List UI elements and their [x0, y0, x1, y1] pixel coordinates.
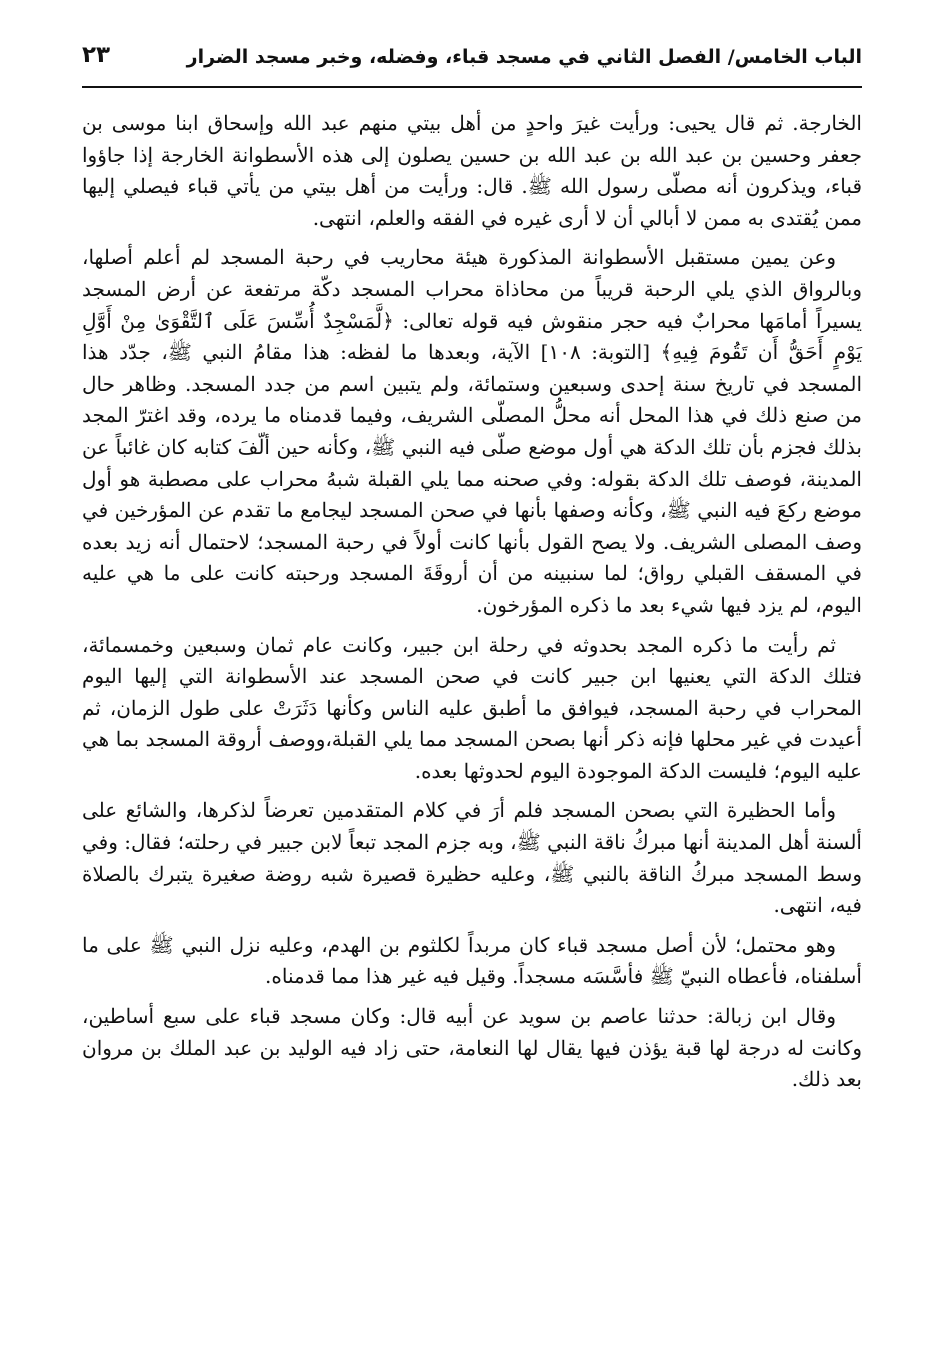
header-rule	[82, 86, 862, 88]
paragraph-2: وعن يمين مستقبل الأسطوانة المذكورة هيئة محاريب في رحبة المسجد لم أعلم أصلها، وبالرواق الذي يلي الرحبة قريباً من محاذاة محراب المسجد دكّة مرتفعة عن أرض المسجد يسيراً أمامَها محرابٌ فيه حجر منقوش فيه قوله تعالى: ﴿لَّمَسْجِدٌ أُسِّسَ عَلَى ٱلتَّقْوَىٰ مِنْ أَوَّلِ يَوْمٍ أَحَقُّ أَن تَقُومَ فِيهِ﴾ [التوبة: ١٠٨] الآية، وبعدها ما لفظه: هذا مقامُ النبي ﷺ، جدّد هذا المسجد في تاريخ سنة إحدى وسبعين وستمائة، ولم يتبين اسم من جدد المسجد. وظاهر حال من صنع ذلك في هذا المحل أنه محلُّ المصلّى الشريف، وفيما قدمناه ما يرده، وقد اغترّ المجد بذلك فجزم بأن تلك الدكة هي أول موضع صلّى فيه النبي ﷺ، وكأنه حين ألّفَ كتابه كان غائباً عن المدينة، فوصف تلك الدكة بقوله: وفي صحنه مما يلي القبلة شبهُ محراب على مصطبة هو أول موضع ركعَ فيه النبي ﷺ، وكأنه وصفها بأنها في صحن المسجد ليجامع ما تقدم عن المؤرخين في وصف المصلى الشريف. ولا يصح القول بأنها كانت أولاً في رحبة المسجد؛ لاحتمال أنه زيد بعده في المسقف القبلي رواق؛ لما سنبينه من أن أروقَةَ المسجد ورحبته كانت على ما هي عليه اليوم، لم يزد فيها شيء بعد ما ذكره المؤرخون.	[82, 245, 862, 617]
paragraph-5: وهو محتمل؛ لأن أصل مسجد قباء كان مربداً لكلثوم بن الهدم، وعليه نزل النبي ﷺ على ما أسلفناه، فأعطاه النبيّ ﷺ فأسَّسَه مسجداً. وقيل فيه غير هذا مما قدمناه.	[82, 932, 862, 989]
running-title: الباب الخامس/ الفصل الثاني في مسجد قباء، وفضله، وخبر مسجد الضرار	[186, 46, 862, 68]
paragraph-1: الخارجة. ثم قال يحيى: ورأيت غيرَ واحدٍ من أهل بيتي منهم عبد الله وإسحاق ابنا موسى بن جعفر وحسين بن عبد الله بن عبد الله بن حسين يصلون إلى هذه الأسطوانة الخارجة إذا جاؤوا قباء، ويذكرون أنه مصلّى رسول الله ﷺ. قال: ورأيت من أهل بيتي من يأتي قباء فيصلي إليها ممن يُقتدى به ممن لا أبالي أن لا أرى غيره في الفقه والعلم، انتهى.	[82, 111, 862, 230]
running-header	[82, 40, 862, 82]
body-text	[82, 108, 862, 1104]
paragraph-4: وأما الحظيرة التي بصحن المسجد فلم أرَ في كلام المتقدمين تعرضاً لذكرها، والشائع على ألسنة أهل المدينة أنها مبركُ ناقة النبي ﷺ، وبه جزم المجد تبعاً لابن جبير في رحلته؛ فقال: وفي وسط المسجد مبركُ الناقة بالنبي ﷺ، وعليه حظيرة قصيرة شبه روضة صغيرة يتبرك بالصلاة فيه، انتهى.	[82, 798, 862, 918]
paragraph-3: ثم رأيت ما ذكره المجد بحدوثه في رحلة ابن جبير، وكانت عام ثمان وسبعين وخمسمائة، فتلك الدكة التي يعنيها ابن جبير كانت في صحن المسجد عند الأسطوانة التي إليها اليوم المحراب في رحبة المسجد، فيوافق ما أطبق عليه الناس وكأنها دَثَرَتْ على طول الزمان، ثم أعيدت في غير محلها فإنه ذكر أنها بصحن المسجد مما يلي القبلة،ووصف أروقة المسجد بما هي عليه اليوم؛ فليست الدكة الموجودة اليوم لحدوثها بعده.	[82, 632, 862, 783]
page-number: ٢٣	[82, 42, 111, 68]
paragraph-6: وقال ابن زبالة: حدثنا عاصم بن سويد عن أبيه قال: وكان مسجد قباء على سبع أساطين، وكانت له درجة لها قبة يؤذن فيها يقال لها النعامة، حتى زاد فيه الوليد بن عبد الملك بن مروان بعد ذلك.	[82, 1004, 862, 1092]
